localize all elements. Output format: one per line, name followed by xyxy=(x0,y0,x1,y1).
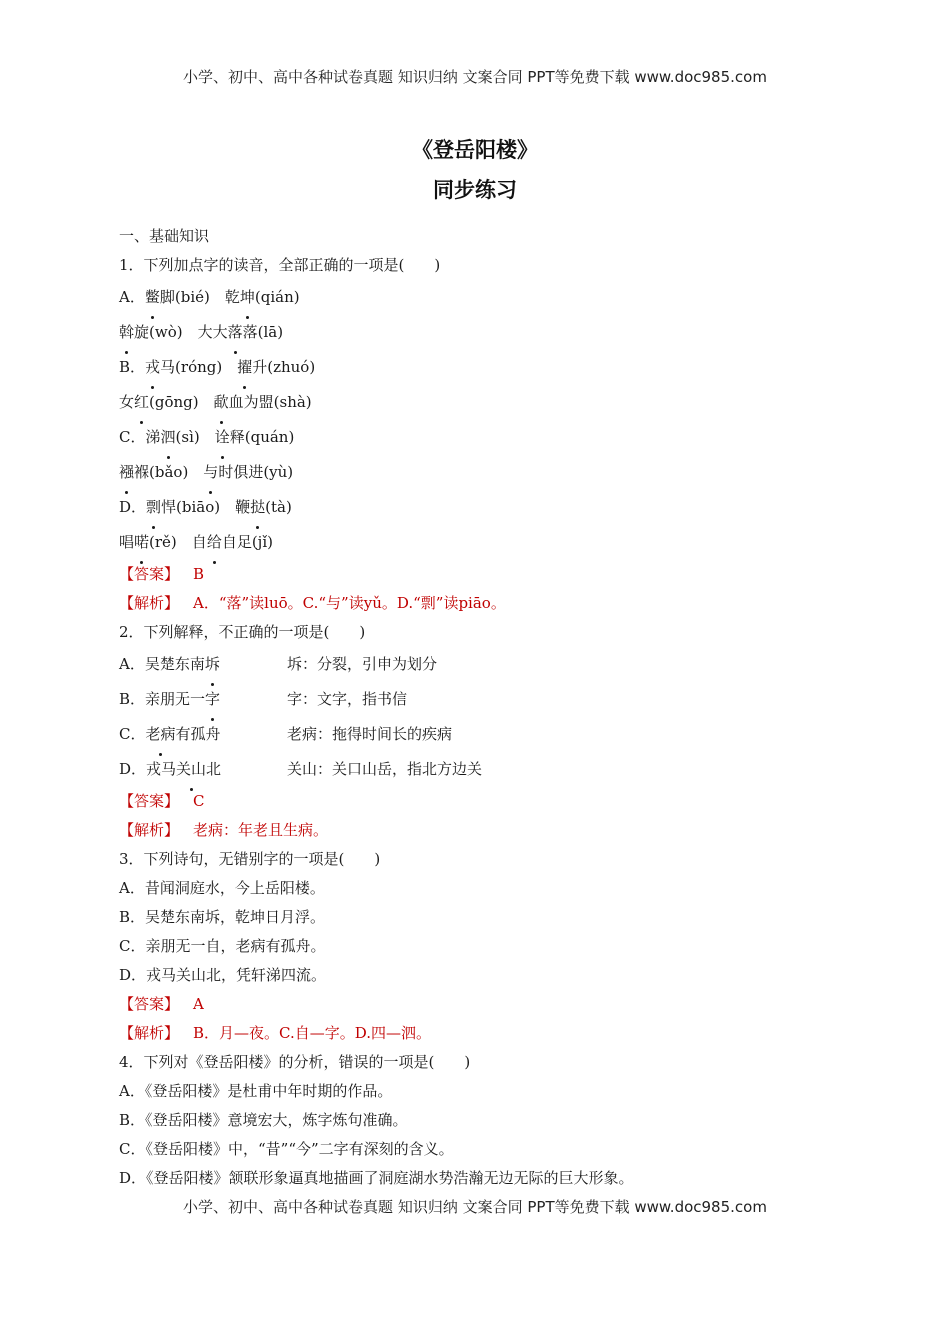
dotted-char: 襁 xyxy=(119,455,134,490)
document-title: 《登岳阳楼》 xyxy=(412,138,538,162)
text: 脚(bié) xyxy=(159,288,210,306)
option-definition: 坼：分裂，引申为划分 xyxy=(287,655,438,673)
answer-value: B xyxy=(193,565,205,583)
q1-option-c xyxy=(119,420,839,455)
text: 悍(biāo) xyxy=(161,498,221,516)
q2-stem: 2．下列解释，不正确的一项是( ) xyxy=(119,623,366,641)
q2-option-d xyxy=(119,752,839,787)
analysis-text: A．“落”读luō。C.“与”读yǔ。D.“剽”读piāo。 xyxy=(193,594,506,612)
dotted-char: 老病 xyxy=(145,717,175,752)
text: 唱 xyxy=(119,533,135,551)
text: (sì) xyxy=(175,428,200,446)
text: 自 xyxy=(191,533,207,551)
option-phrase xyxy=(119,682,287,717)
q1-option-d xyxy=(119,490,839,525)
text: 有孤舟 xyxy=(175,725,221,743)
option-definition: 字：文字，指书信 xyxy=(287,690,408,708)
option-phrase xyxy=(119,752,287,787)
text: 自足(jǐ) xyxy=(221,533,273,551)
text: A．吴楚东南 xyxy=(119,655,205,673)
q2-analysis xyxy=(119,816,839,845)
dotted-char: 与 xyxy=(203,455,218,490)
document-subtitle: 同步练习 xyxy=(433,178,517,202)
option-label: D． xyxy=(119,498,147,516)
exercise-content xyxy=(119,222,839,1193)
text: B．亲朋无一 xyxy=(119,690,206,708)
q3-option-a: A．昔闻洞庭水，今上岳阳楼。 xyxy=(119,879,325,897)
text: 旋(wò) xyxy=(134,323,183,341)
text: 鞭 xyxy=(235,498,251,516)
q2-option-c xyxy=(119,717,839,752)
page-footer: 小学、初中、高中各种试卷真题 知识归纳 文案合同 PPT等免费下载 www.doc985.com xyxy=(183,1198,767,1216)
q4-stem: 4．下列对《登岳阳楼》的分析，错误的一项是( ) xyxy=(119,1053,471,1071)
q1-option-b xyxy=(119,350,839,385)
dotted-char: 给 xyxy=(207,525,222,560)
q2-option-b xyxy=(119,682,839,717)
analysis-label: 【解析】 xyxy=(119,594,180,612)
text: 马(róng) xyxy=(160,358,223,376)
text: 大大 xyxy=(197,323,228,341)
text: 落(lā) xyxy=(242,323,284,341)
text: 血为盟(shà) xyxy=(228,393,312,411)
text: 涕 xyxy=(145,428,161,446)
answer-value: A xyxy=(193,995,204,1013)
dotted-char: 擢 xyxy=(237,350,252,385)
section-heading: 一、基础知识 xyxy=(119,227,210,245)
option-phrase xyxy=(119,647,287,682)
q1-stem: 1．下列加点字的读音，全部正确的一项是( ) xyxy=(119,256,441,274)
option-label: B． xyxy=(119,358,146,376)
q1-answer xyxy=(119,560,839,589)
dotted-char: 坼 xyxy=(205,647,220,682)
dotted-char: 斡 xyxy=(119,315,134,350)
q4-option-a: A．《登岳阳楼》是杜甫中年时期的作品。 xyxy=(119,1082,393,1100)
q2-answer xyxy=(119,787,839,816)
option-definition: 老病：拖得时间长的疾病 xyxy=(287,725,453,743)
q4-option-b: B．《登岳阳楼》意境宏大，炼字炼句准确。 xyxy=(119,1111,408,1129)
analysis-label: 【解析】 xyxy=(119,1024,180,1042)
option-definition: 关山：关口山岳，指北方边关 xyxy=(287,760,483,778)
answer-label: 【答案】 xyxy=(119,995,180,1013)
text: 时俱进(yù) xyxy=(218,463,294,481)
analysis-text: B．月—夜。C.自—字。D.四—泗。 xyxy=(193,1024,432,1042)
dotted-char: 诠 xyxy=(215,420,230,455)
q3-option-c: C．亲朋无一自，老病有孤舟。 xyxy=(119,937,326,955)
text: (tà) xyxy=(265,498,292,516)
q2-option-a xyxy=(119,647,839,682)
answer-value: C xyxy=(193,792,205,810)
text: (gōng) xyxy=(149,393,199,411)
dotted-char: 挞 xyxy=(250,490,265,525)
text: D．戎马 xyxy=(119,760,177,778)
text: 乾 xyxy=(224,288,240,306)
q1-analysis xyxy=(119,589,839,618)
dotted-char: 字 xyxy=(205,682,220,717)
option-phrase xyxy=(119,717,287,752)
text: 北 xyxy=(206,760,222,778)
dotted-char: 剽 xyxy=(146,490,161,525)
option-label: A． xyxy=(119,288,145,306)
q4-option-c: C．《登岳阳楼》中，“昔”“今”二字有深刻的含义。 xyxy=(119,1140,454,1158)
dotted-char: 戎 xyxy=(145,350,160,385)
dotted-char: 红 xyxy=(134,385,149,420)
q4-option-d: D．《登岳阳楼》颔联形象逼真地描画了洞庭湖水势浩瀚无边无际的巨大形象。 xyxy=(119,1169,634,1187)
text: (rě) xyxy=(149,533,177,551)
dotted-char: 关山 xyxy=(176,752,206,787)
dotted-char: 泗 xyxy=(161,420,176,455)
q1-option-a xyxy=(119,280,839,315)
option-label: C． xyxy=(119,428,146,446)
dotted-char: 坤 xyxy=(240,280,255,315)
text: (qián) xyxy=(254,288,300,306)
q3-answer xyxy=(119,990,839,1019)
q1-option-c-cont xyxy=(119,455,839,490)
text: 升(zhuó) xyxy=(252,358,316,376)
q1-option-d-cont xyxy=(119,525,839,560)
q3-stem: 3．下列诗句，无错别字的一项是( ) xyxy=(119,850,381,868)
dotted-char: 鳖 xyxy=(145,280,160,315)
page-header: 小学、初中、高中各种试卷真题 知识归纳 文案合同 PPT等免费下载 www.doc985.com xyxy=(183,68,767,86)
dotted-char: 歃 xyxy=(214,385,229,420)
text: 释(quán) xyxy=(229,428,295,446)
analysis-label: 【解析】 xyxy=(119,821,180,839)
q1-option-b-cont xyxy=(119,385,839,420)
q1-option-a-cont xyxy=(119,315,839,350)
q3-option-d: D．戎马关山北，凭轩涕四流。 xyxy=(119,966,327,984)
analysis-text: 老病：年老且生病。 xyxy=(193,821,329,839)
dotted-char: 落 xyxy=(228,315,243,350)
text: C． xyxy=(119,725,146,743)
text: 褓(bǎo) xyxy=(134,463,189,481)
answer-label: 【答案】 xyxy=(119,792,180,810)
text: 女 xyxy=(119,393,135,411)
q3-option-b: B．吴楚东南坼，乾坤日月浮。 xyxy=(119,908,326,926)
answer-label: 【答案】 xyxy=(119,565,180,583)
q3-analysis xyxy=(119,1019,839,1048)
dotted-char: 喏 xyxy=(134,525,149,560)
